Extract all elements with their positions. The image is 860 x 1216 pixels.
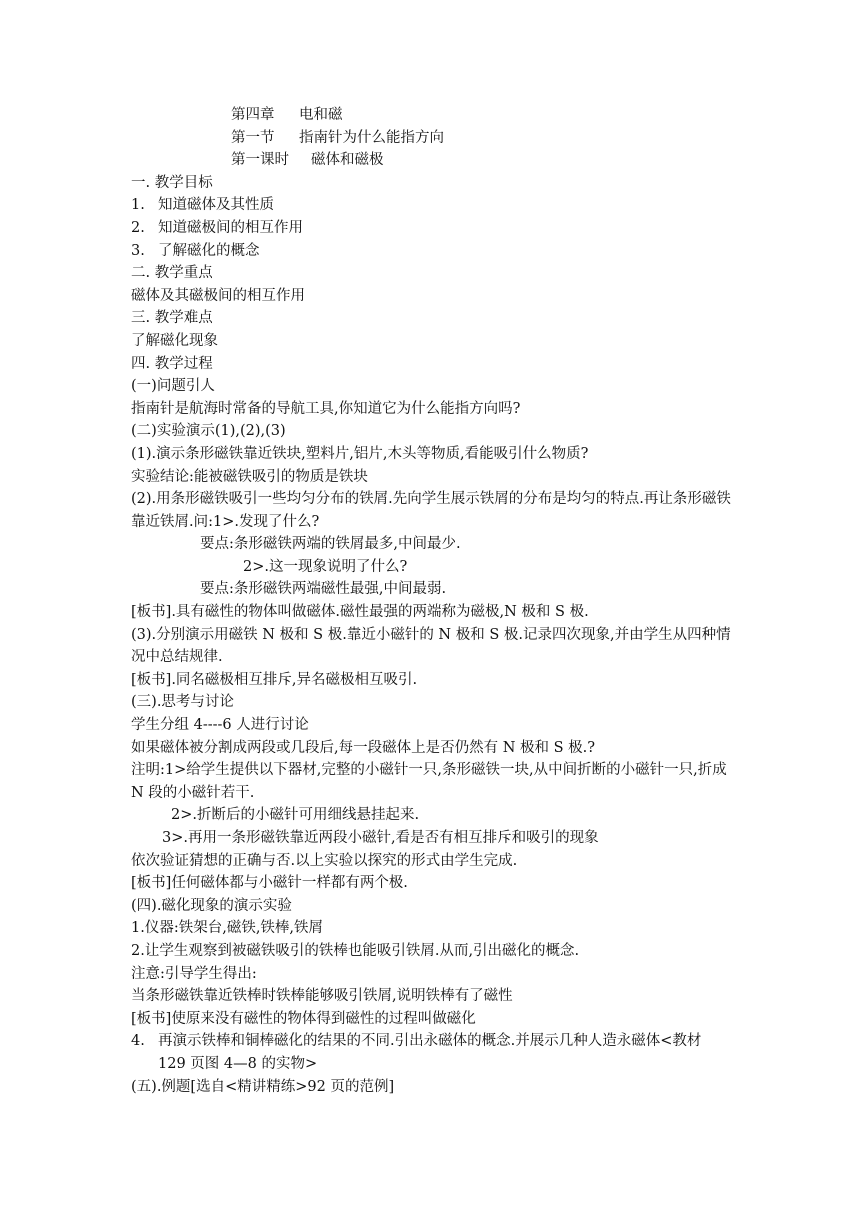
paragraph: 实验结论:能被磁铁吸引的物质是铁块 — [131, 468, 368, 485]
key-point-note: 要点:条形磁铁两端磁性最强,中间最弱. — [200, 581, 447, 598]
paragraph: (1).演示条形磁铁靠近铁块,塑料片,铝片,木头等物质,看能吸引什么物质? — [131, 445, 589, 462]
subsection-heading: (一)问题引人 — [131, 378, 215, 395]
paragraph: (3).分别演示用磁铁 N 极和 S 极.靠近小磁针的 N 极和 S 极.记录四次现象,并由学生从四种情况中总结规律. — [131, 626, 731, 666]
chapter-number: 第四章 — [231, 107, 275, 123]
difficulties-text: 了解磁化现象 — [131, 332, 218, 349]
board-note: [板书].具有磁性的物体叫做磁体.磁性最强的两端称为磁极,N 极和 S 极. — [131, 604, 589, 621]
board-note: [板书]使原来没有磁性的物体得到磁性的过程叫做磁化 — [131, 1010, 476, 1027]
lesson-title — [131, 149, 731, 172]
chapter-name: 电和磁 — [299, 107, 343, 123]
paragraph: 2.让学生观察到被磁铁吸引的铁棒也能吸引铁屑.从而,引出磁化的概念. — [131, 942, 580, 959]
document-body — [131, 104, 731, 1098]
board-note: [板书]任何磁体都与小磁针一样都有两个极. — [131, 875, 408, 892]
paragraph: 注明:1>给学生提供以下器材,完整的小磁针一只,条形磁铁一块,从中间折断的小磁针一只,折成 N 段的小磁针若干. — [131, 762, 727, 801]
section-heading-key-points: 二. 教学重点 — [131, 265, 213, 282]
board-note: [板书].同名磁极相互排斥,异名磁极相互吸引. — [131, 671, 418, 688]
note-item: 3>.再用一条形磁铁靠近两段小磁针,看是否有相互排斥和吸引的现象 — [162, 830, 599, 846]
section-heading-process: 四. 教学过程 — [131, 355, 213, 372]
section-title — [131, 127, 731, 150]
paragraph: 注意:引导学生得出: — [131, 965, 257, 982]
lesson-name: 磁体和磁极 — [311, 152, 384, 169]
subsection-heading: (四).磁化现象的演示实验 — [131, 897, 292, 914]
subsection-heading: (五).例题[选自<精讲精练>92 页的范例] — [131, 1078, 395, 1095]
section-heading-objectives: 一. 教学目标 — [131, 174, 213, 191]
paragraph: (2).用条形磁铁吸引一些均匀分布的铁屑.先向学生展示铁屑的分布是均匀的特点.再让条形磁铁靠近铁屑.问:1>.发现了什么? — [131, 491, 731, 530]
numbered-paragraph: 4. 再演示铁棒和铜棒磁化的结果的不同.引出永磁体的概念.并展示几种人造永磁体<教材 129 页图 4—8 的实物> — [131, 1033, 702, 1072]
section-name: 指南针为什么能指方向 — [299, 129, 444, 146]
lesson-number: 第一课时 — [231, 152, 289, 169]
chapter-title — [131, 104, 731, 127]
paragraph: 当条形磁铁靠近铁棒时铁棒能够吸引铁屑,说明铁棒有了磁性 — [131, 988, 513, 1005]
paragraph: 1.仪器:铁架台,磁铁,铁棒,铁屑 — [131, 920, 324, 937]
paragraph: 指南针是航海时常备的导航工具,你知道它为什么能指方向吗? — [131, 400, 521, 417]
section-number: 第一节 — [231, 129, 275, 146]
paragraph: 依次验证猜想的正确与否.以上实验以探究的形式由学生完成. — [131, 852, 518, 869]
objective-item: 3. 了解磁化的概念 — [131, 242, 260, 259]
question-line: 2>.这一现象说明了什么? — [243, 558, 408, 575]
subsection-heading: (二)实验演示(1),(2),(3) — [131, 423, 286, 440]
paragraph: 学生分组 4----6 人进行讨论 — [131, 717, 309, 734]
section-heading-difficulties: 三. 教学难点 — [131, 310, 213, 327]
key-points-text: 磁体及其磁极间的相互作用 — [131, 287, 305, 304]
objective-item: 1. 知道磁体及其性质 — [131, 197, 274, 214]
paragraph: 如果磁体被分割成两段或几段后,每一段磁体上是否仍然有 N 极和 S 极.? — [131, 739, 596, 756]
note-item: 2>.折断后的小磁针可用细线悬挂起来. — [171, 807, 420, 824]
key-point-note: 要点:条形磁铁两端的铁屑最多,中间最少. — [200, 536, 461, 553]
subsection-heading: (三).思考与讨论 — [131, 694, 234, 711]
objective-item: 2. 知道磁极间的相互作用 — [131, 219, 303, 236]
